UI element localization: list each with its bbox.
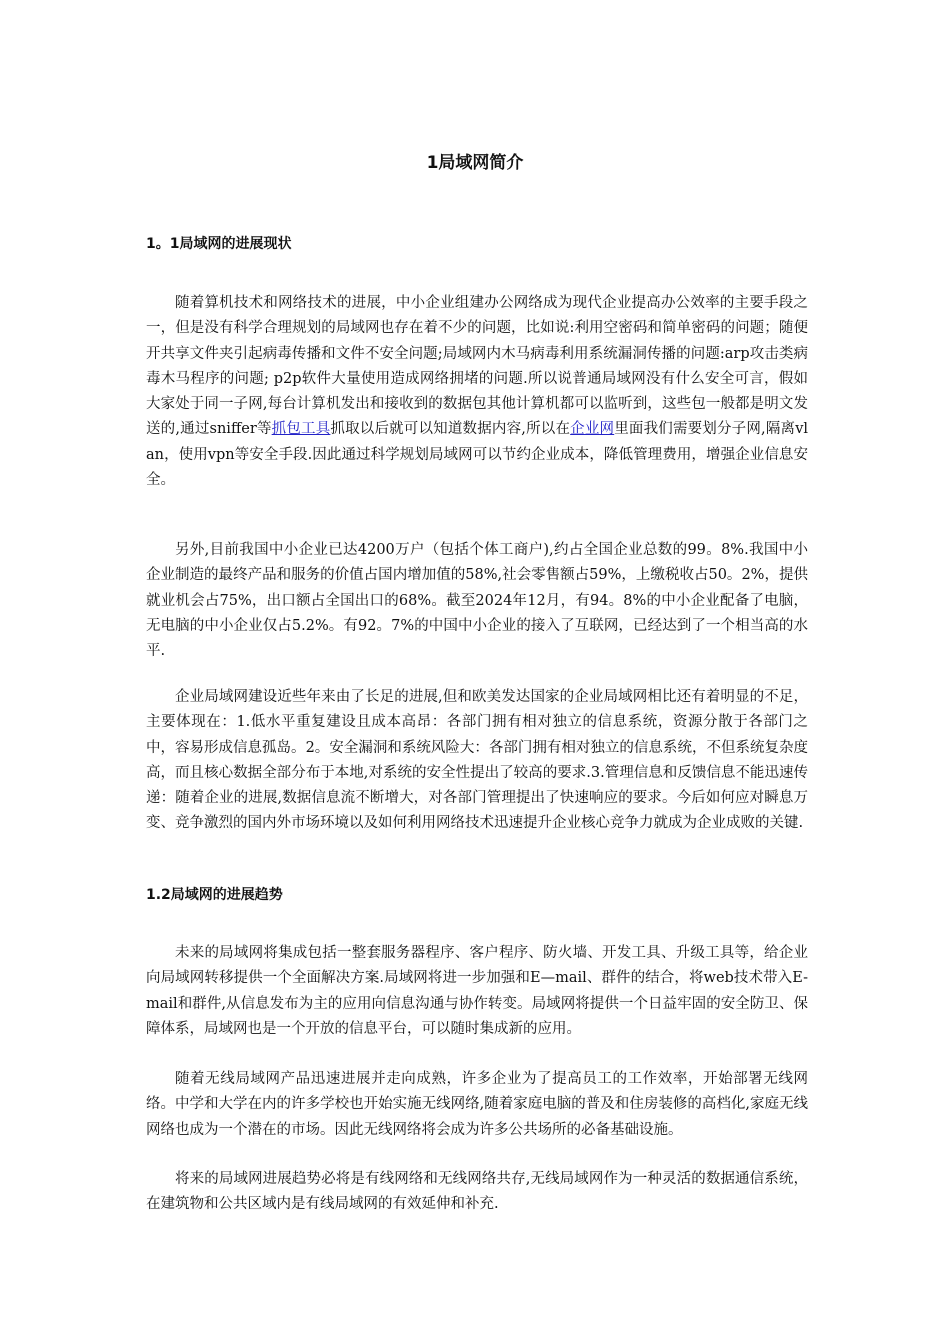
- section-2-heading: 1.2局域网的进展趋势: [146, 887, 283, 903]
- section-1-heading: 1。1局域网的进展现状: [146, 236, 292, 252]
- paragraph-text: 抓取以后就可以知道数据内容,所以在: [330, 421, 571, 438]
- section-1-paragraph-2: 另外,目前我国中小企业已达4200万户（包括个体工商户),约占全国企业总数的99。8%.我国中小企业制造的最终产品和服务的价值占国内增加值的58%,社会零售额占59%，上缴税收占50。2%，提供就业机会占75%，出口额占全国出口的68%。截至2024年12月，有94。8%的中小企业配备了电脑，无电脑的中小企业仅占5.2%。有92。7%的中国中小企业的接入了互联网，已经达到了一个相当高的水平.: [146, 542, 808, 660]
- enterprise-network-link[interactable]: 企业网: [570, 421, 615, 438]
- section-1-paragraph-3: 企业局域网建设近些年来由了长足的进展,但和欧美发达国家的企业局域网相比还有着明显的不足，主要体现在：1.低水平重复建设且成本高昂：各部门拥有相对独立的信息系统，资源分散于各部门之中，容易形成信息孤岛。2。安全漏洞和系统风险大：各部门拥有相对独立的信息系统，不但系统复杂度高，而且核心数据全部分布于本地,对系统的安全性提出了较高的要求.3.管理信息和反馈信息不能迅速传递：随着企业的进展,数据信息流不断增大，对各部门管理提出了快速响应的要求。今后如何应对瞬息万变、竞争激烈的国内外市场环境以及如何利用网络技术迅速提升企业核心竞争力就成为企业成败的关键.: [146, 689, 808, 832]
- paragraph-text: 里面我们需要划分子网,隔离vlan，使用vpn等安全手段.因此通过科学规划局域网可以节约企业成本，降低管理费用，增强企业信息安全。: [146, 421, 809, 489]
- page-title: 1局域网简介: [426, 153, 524, 173]
- packet-capture-tool-link[interactable]: 抓包工具: [271, 421, 331, 438]
- paragraph-text: 随着算机技术和网络技术的进展，中小企业组建办公网络成为现代企业提高办公效率的主要手段之一，但是没有科学合理规划的局域网也存在着不少的问题，比如说:利用空密码和简单密码的问题；随便开共享文件夹引起病毒传播和文件不安全问题;局域网内木马病毒利用系统漏洞传播的问题:arp攻击类病毒木马程序的问题; p2p软件大量使用造成网络拥堵的问题.所以说普通局域网没有什么安全可言，假如大家处于同一子网,每台计算机发出和接收到的数据包其他计算机都可以监听到，这些包一般都是明文发送的,通过sniffer等: [146, 295, 808, 438]
- section-2-paragraph-1: 未来的局域网将集成包括一整套服务器程序、客户程序、防火墙、开发工具、升级工具等，给企业向局域网转移提供一个全面解决方案.局域网将进一步加强和E—mail、群件的结合，将web技术带入E-mail和群件,从信息发布为主的应用向信息沟通与协作转变。局域网将提供一个日益牢固的安全防卫、保障体系，局域网也是一个开放的信息平台，可以随时集成新的应用。: [146, 945, 808, 1037]
- section-2-paragraph-2: 随着无线局域网产品迅速进展并走向成熟，许多企业为了提高员工的工作效率，开始部署无线网络。中学和大学在内的许多学校也开始实施无线网络,随着家庭电脑的普及和住房装修的高档化,家庭无线网络也成为一个潜在的市场。因此无线网络将会成为许多公共场所的必备基础设施。: [146, 1071, 808, 1138]
- section-1-paragraph-1: [146, 291, 808, 493]
- section-2-paragraph-3: 将来的局域网进展趋势必将是有线网络和无线网络共存,无线局域网作为一种灵活的数据通信系统，在建筑物和公共区域内是有线局域网的有效延伸和补充.: [146, 1171, 808, 1213]
